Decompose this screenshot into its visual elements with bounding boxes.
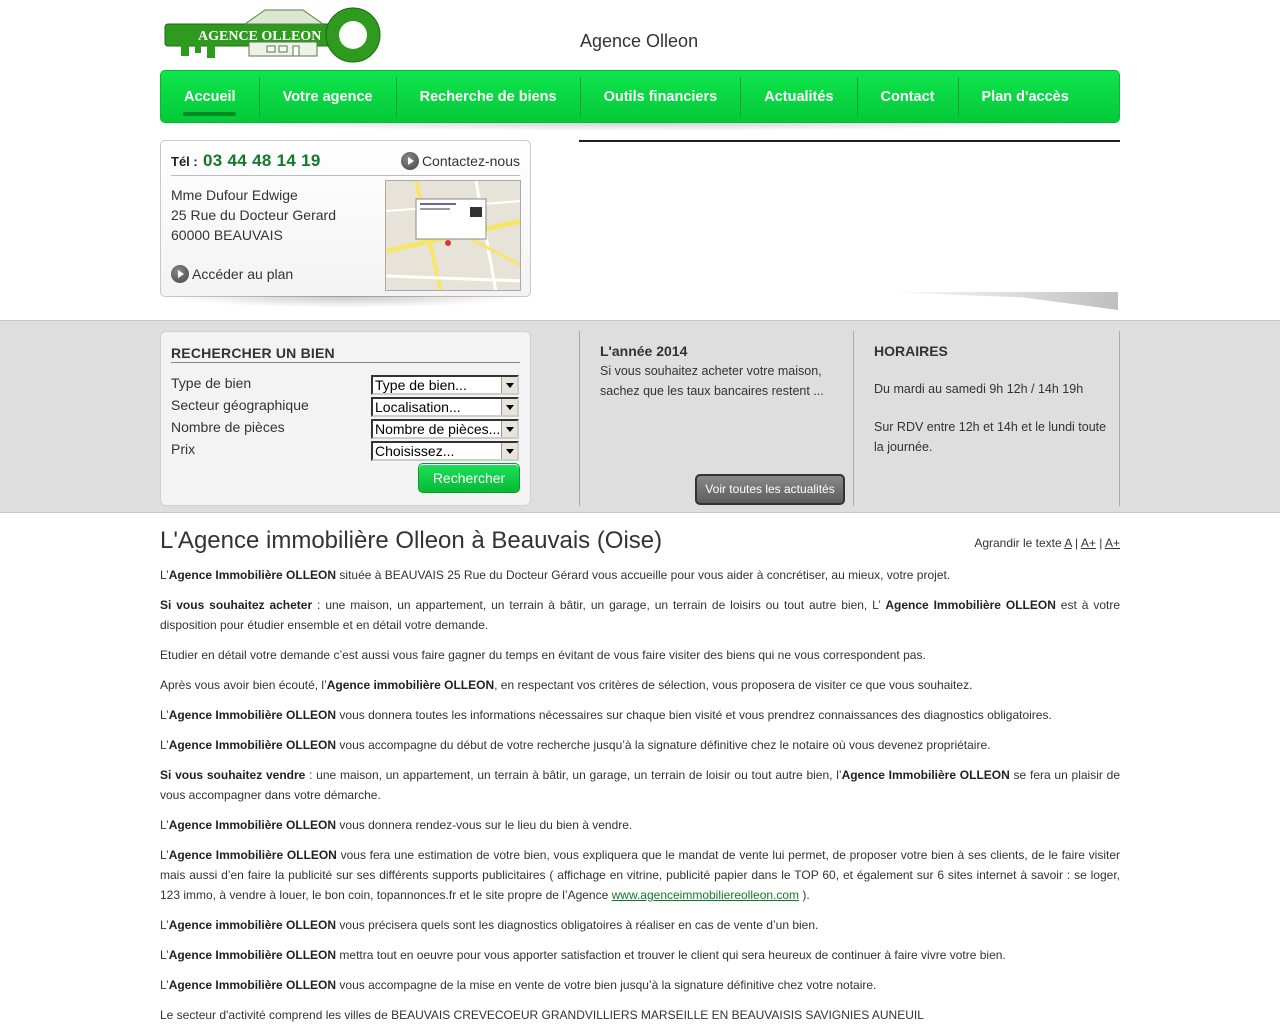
article-paragraph	[160, 945, 1120, 965]
hours-weekdays: Du mardi au samedi 9h 12h / 14h 19h	[874, 382, 1084, 396]
article-paragraph	[160, 675, 1120, 695]
access-map-link[interactable]	[171, 265, 293, 283]
play-arrow-icon	[171, 265, 189, 283]
paragraph-text: ).	[799, 888, 810, 902]
agency-name-emphasis: Agence Immobilière OLLEON	[168, 738, 337, 752]
paragraph-text: L’	[160, 568, 169, 582]
search-divider	[171, 362, 520, 363]
card-shadow	[165, 296, 525, 308]
page-title: L'Agence immobilière Olleon à Beauvais (Oise)	[160, 527, 663, 554]
card-divider	[171, 175, 520, 176]
paragraph-text: L’	[160, 708, 169, 722]
select-prix-value: Choisissez...	[375, 443, 455, 459]
article-paragraph	[160, 1005, 1120, 1024]
agency-name-emphasis: Agence Immobilière OLLEON	[885, 598, 1056, 612]
paragraph-text: : une maison, un appartement, un terrain à bâtir, un garage, un terrain de loisirs ou tout autre bien, L’	[312, 598, 886, 612]
contact-us-label: Contactez-nous	[421, 153, 520, 169]
select-type-de-bien[interactable]	[371, 375, 519, 395]
agency-website-link[interactable]: www.agenceimmobiliereolleon.com	[611, 888, 800, 902]
paragraph-text: L’	[160, 848, 169, 862]
contact-card	[160, 140, 531, 297]
paragraph-text: se fera un plaisir de vous accompagner dans votre démarche.	[160, 768, 1120, 802]
article-paragraph	[160, 645, 1120, 665]
select-secteur[interactable]	[371, 397, 519, 417]
agency-name-emphasis: Agence Immobilière OLLEON	[168, 568, 337, 582]
nav-item-recherche-de-biens[interactable]: Recherche de biens	[397, 77, 581, 117]
field-label-prix: Prix	[171, 441, 196, 457]
map-thumbnail[interactable]	[385, 180, 521, 291]
text-size-label: Agrandir le texte	[974, 536, 1062, 550]
text-size-controls: Agrandir le texte A | A+ | A+	[974, 536, 1120, 550]
article-paragraph	[160, 765, 1120, 805]
access-map-label: Accéder au plan	[192, 266, 294, 282]
news-excerpt: Si vous souhaitez acheter votre maison, sachez que les taux bancaires restent ...	[600, 364, 824, 398]
column-divider	[853, 331, 854, 506]
play-arrow-icon	[401, 152, 419, 170]
select-type-value: Type de bien...	[375, 377, 467, 393]
paragraph-text: L’	[160, 818, 169, 832]
search-button[interactable]: Rechercher	[418, 463, 520, 493]
agency-name-emphasis: Agence immobilière OLLEON	[326, 678, 495, 692]
tel-number[interactable]: 03 44 48 14 19	[203, 151, 321, 170]
nav-item-outils-financiers[interactable]: Outils financiers	[581, 77, 742, 117]
agency-name-emphasis: Agence Immobilière OLLEON	[841, 768, 1010, 782]
agency-name-emphasis: Agence Immobilière OLLEON	[168, 978, 337, 992]
nav-item-contact[interactable]: Contact	[858, 77, 959, 117]
property-search-box	[160, 331, 531, 506]
article-paragraph	[160, 845, 1120, 905]
hours-appointment: Sur RDV entre 12h et 14h et le lundi toute la journée.	[874, 420, 1107, 454]
column-divider	[579, 331, 580, 506]
paragraph-text: Après vous avoir bien écouté, l’	[160, 678, 327, 692]
agency-name-emphasis: Agence immobilière OLLEON	[168, 918, 337, 932]
agency-name-emphasis: Agence Immobilière OLLEON	[168, 818, 337, 832]
article-paragraph	[160, 595, 1120, 635]
paragraph-text: Le secteur d'activité comprend les villes de BEAUVAIS CREVECOEUR GRANDVILLIERS MARSEILLE EN BEAUVAISIS SAVIGNIES AUNEUIL	[160, 1008, 924, 1022]
field-label-type: Type de bien	[171, 375, 252, 391]
field-label-secteur: Secteur géographique	[171, 397, 309, 413]
paragraph-text: L’	[160, 978, 169, 992]
article-paragraph	[160, 565, 1120, 585]
text-size-normal[interactable]: A	[1064, 536, 1072, 550]
select-pieces-value: Nombre de pièces...	[375, 421, 501, 437]
contact-name: Mme Dufour Edwige	[171, 187, 298, 203]
paragraph-text: vous donnera rendez-vous sur le lieu du bien à vendre.	[336, 818, 633, 832]
nav-item-accueil[interactable]: Accueil	[161, 77, 260, 117]
select-secteur-value: Localisation...	[375, 399, 461, 415]
agency-name-emphasis: Si vous souhaitez acheter	[160, 598, 313, 612]
main-navigation	[160, 70, 1120, 123]
agency-name-emphasis: Agence Immobilière OLLEON	[168, 948, 337, 962]
paragraph-text: vous fera une estimation de votre bien, vous expliquera que le mandat de vente lui permet, de proposer votre bien à ses clients, de le faire visiter mais aussi d’en faire la publicité sur ses différents supports publicitaires ( affichage en vitrine, publicité papier dans le TOP 60, et également sur 6 sites internet à savoir : se loger, 123 immo, à vendre à louer, le bon coin, topannonces.fr et le site propre de l’Agence	[160, 848, 1121, 902]
all-news-button[interactable]: Voir toutes les actualités	[695, 474, 845, 505]
field-label-pieces: Nombre de pièces	[171, 419, 285, 435]
paragraph-text: vous donnera toutes les informations nécessaires sur chaque bien visité et vous prendrez connaissances des diagnostics obligatoires.	[336, 708, 1052, 722]
paragraph-text: est à votre disposition pour étudier ensemble et en détail votre demande.	[160, 598, 1120, 632]
agence-olleon-logo[interactable]	[163, 6, 385, 66]
agency-name-emphasis: Agence Immobilière OLLEON	[168, 708, 337, 722]
contact-street: 25 Rue du Docteur Gerard	[171, 207, 336, 223]
nav-item-votre-agence[interactable]: Votre agence	[260, 77, 397, 117]
paragraph-text: L’	[160, 738, 169, 752]
select-prix[interactable]	[371, 441, 519, 461]
article-paragraph	[160, 975, 1120, 995]
news-title[interactable]: L'année 2014	[600, 343, 688, 359]
nav-item-actualites[interactable]: Actualités	[741, 77, 857, 117]
hours-title: HORAIRES	[874, 343, 948, 359]
tel-label: Tél :	[171, 154, 198, 169]
paragraph-text: vous accompagne de la mise en vente de votre bien jusqu’à la signature définitive chez votre notaire.	[336, 978, 877, 992]
column-divider	[1119, 331, 1120, 506]
nav-shadow	[180, 123, 1100, 131]
search-title: RECHERCHER UN BIEN	[171, 345, 335, 361]
article-paragraph	[160, 735, 1120, 755]
contact-us-link[interactable]	[401, 152, 520, 170]
contact-city: 60000 BEAUVAIS	[171, 227, 283, 243]
site-title: Agence Olleon	[580, 31, 699, 51]
slideshow-top-border	[579, 140, 1120, 142]
paragraph-text: , en respectant vos critères de sélection, vous proposera de visiter ce que vous souhaitez.	[494, 678, 973, 692]
dropdown-arrow-icon	[501, 443, 517, 459]
paragraph-text: L’	[160, 948, 169, 962]
paragraph-text: mettra tout en oeuvre pour vous apporter satisfaction et trouver le client qui sera heureux de continuer à faire vivre votre bien.	[336, 948, 1006, 962]
text-size-larger[interactable]: A+	[1080, 536, 1096, 550]
slideshow-shadow	[880, 292, 1118, 310]
article-paragraph	[160, 815, 1120, 835]
dropdown-arrow-icon	[501, 421, 517, 437]
agency-name-emphasis: Si vous souhaitez vendre	[160, 768, 306, 782]
paragraph-text: vous accompagne du début de votre recherche jusqu’à la signature définitive chez le notaire où vous devenez propriétaire.	[336, 738, 991, 752]
select-nombre-pieces[interactable]	[371, 419, 519, 439]
logo-text: AGENCE OLLEON	[198, 29, 322, 44]
nav-item-plan-acces[interactable]: Plan d'accès	[981, 88, 1069, 105]
dropdown-arrow-icon	[501, 377, 517, 393]
article-paragraph	[160, 915, 1120, 935]
text-size-largest[interactable]: A+	[1104, 536, 1120, 550]
dropdown-arrow-icon	[501, 399, 517, 415]
paragraph-text: L’	[160, 918, 169, 932]
article-paragraph	[160, 705, 1120, 725]
agency-name-emphasis: Agence Immobilière OLLEON	[168, 848, 337, 862]
paragraph-text: située à BEAUVAIS 25 Rue du Docteur Gérard vous accueille pour vous aider à concrétiser, au mieux, votre projet.	[336, 568, 951, 582]
paragraph-text: Etudier en détail votre demande c’est aussi vous faire gagner du temps en évitant de vous faire visiter des biens qui ne vous correspondent pas.	[160, 648, 926, 662]
paragraph-text: vous précisera quels sont les diagnostics obligatoires à réaliser en cas de vente d’un bien.	[336, 918, 819, 932]
paragraph-text: : une maison, un appartement, un terrain à bâtir, un garage, un terrain de loisir ou tout autre bien, l’	[305, 768, 842, 782]
